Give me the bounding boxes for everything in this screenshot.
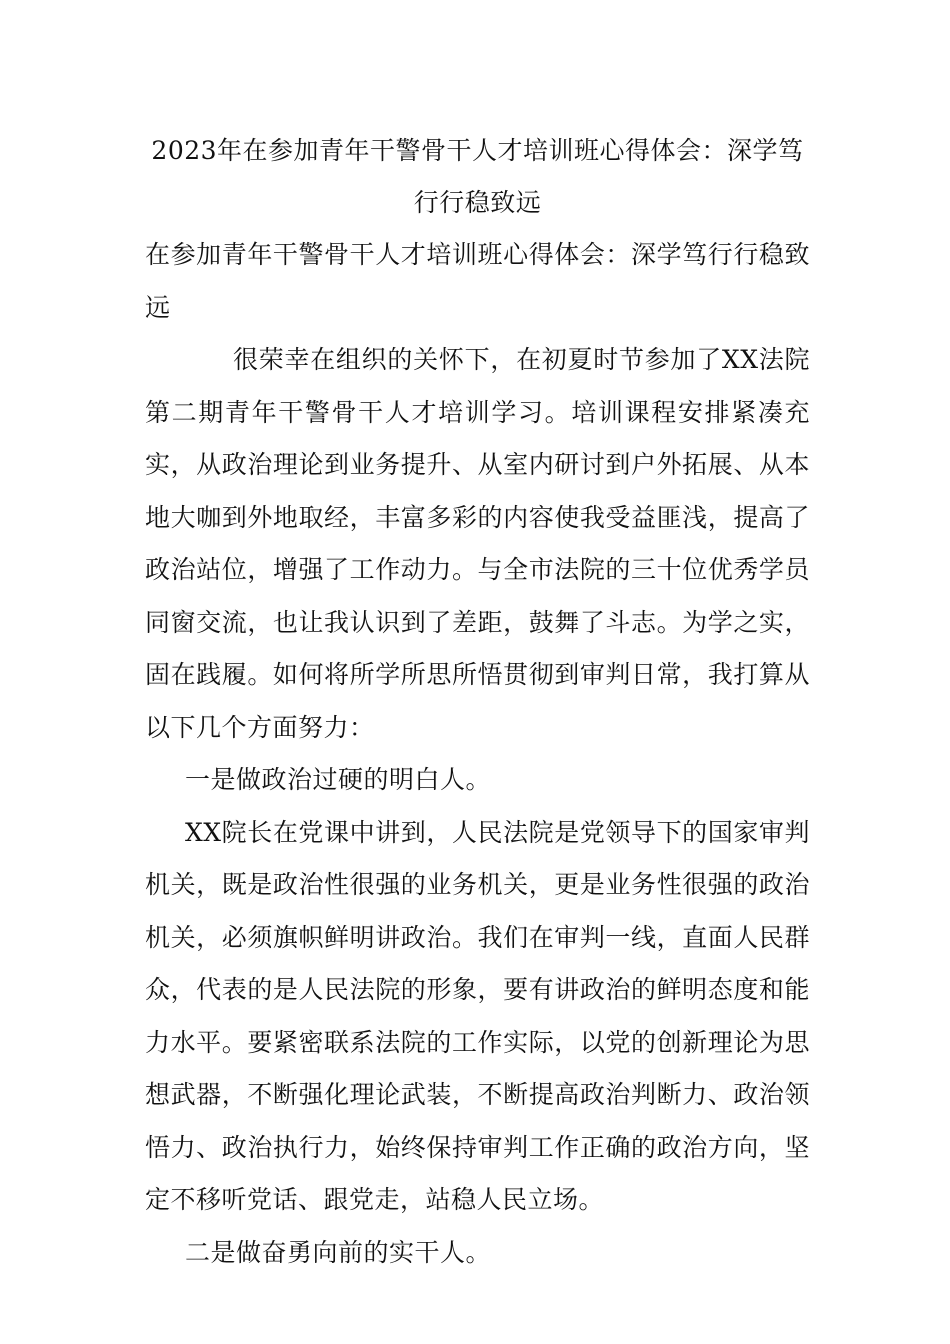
section-heading-2: 二是做奋勇向前的实干人。 (185, 1237, 492, 1267)
document-title: 2023年在参加青年干警骨干人才培训班心得体会：深学笃行行稳致远 (151, 136, 804, 217)
paragraph-intro: 很荣幸在组织的关怀下，在初夏时节参加了XX法院第二期青年干警骨干人才培训学习。培训课程安排紧凑充实，从政治理论到业务提升、从室内研讨到户外拓展、从本地大咖到外地取经，丰富多彩的内容使我受益匪浅，提高了政治站位，增强了工作动力。与全市法院的三十位优秀学员同窗交流，也让我认识到了差距，鼓舞了斗志。为学之实，固在践履。如何将所学所思所悟贯彻到审判日常，我打算从以下几个方面努力： (145, 345, 810, 742)
section-heading-1: 一是做政治过硬的明白人。 (185, 765, 492, 794)
document-page (145, 125, 810, 1279)
document-subtitle: 在参加青年干警骨干人才培训班心得体会：深学笃行行稳致远 (145, 240, 810, 322)
paragraph-section-1: XX院长在党课中讲到，人民法院是党领导下的国家审判机关，既是政治性很强的业务机关，更是业务性很强的政治机关，必须旗帜鲜明讲政治。我们在审判一线，直面人民群众，代表的是人民法院的形象，要有讲政治的鲜明态度和能力水平。要紧密联系法院的工作实际，以党的创新理论为思想武器，不断强化理论武装，不断提高政治判断力、政治领悟力、政治执行力，始终保持审判工作正确的政治方向，坚定不移听党话、跟党走，站稳人民立场。 (145, 817, 810, 1214)
